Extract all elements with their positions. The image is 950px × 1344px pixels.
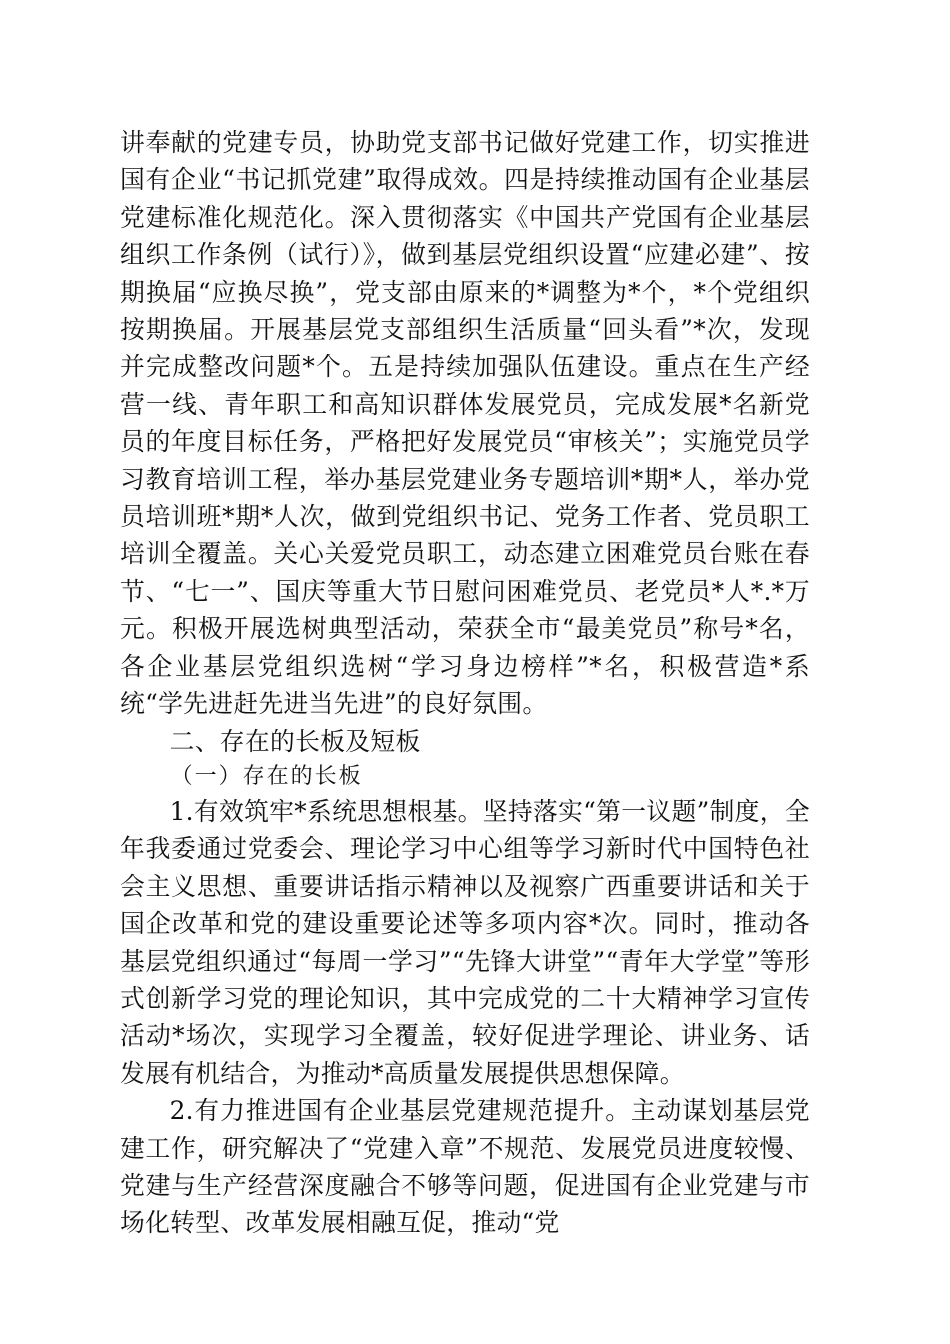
body-paragraph-item-2: 2.有力推进国有企业基层党建规范提升。主动谋划基层党建工作，研究解决了“党建入章”不规范、发展党员进度较慢、党建与生产经营深度融合不够等问题，促进国有企业党建与市场化转型、改革发展相融互促，推动“党 bbox=[120, 1096, 810, 1238]
body-paragraph-continued: 讲奉献的党建专员，协助党支部书记做好党建工作，切实推进国有企业“书记抓党建”取得成效。四是持续推动国有企业基层党建标准化规范化。深入贯彻落实《中国共产党国有企业基层组织工作条例（试行）》，做到基层党组织设置“应建必建”、按期换届“应换尽换”，党支部由原来的*调整为*个，*个党组织按期换届。开展基层党支部组织生活质量“回头看”*次，发现并完成整改问题*个。五是持续加强队伍建设。重点在生产经营一线、青年职工和高知识群体发展党员，完成发展*名新党员的年度目标任务，严格把好发展党员“审核关”；实施党员学习教育培训工程，举办基层党建业务专题培训*期*人，举办党员培训班*期*人次，做到党组织书记、党务工作者、党员职工培训全覆盖。关心关爱党员职工，动态建立困难党员台账在春节、“七一”、国庆等重大节日慰问困难党员、老党员*人*.*万元。积极开展选树典型活动，荣获全市“最美党员”称号*名，各企业基层党组织选树“学习身边榜样”*名，积极营造*系统“学先进赶先进当先进”的良好氛围。 bbox=[120, 128, 810, 719]
document-body bbox=[120, 124, 810, 1242]
section-heading: 二、存在的长板及短板 bbox=[169, 726, 421, 756]
body-paragraph-item-1: 1.有效筑牢*系统思想根基。坚持落实“第一议题”制度，全年我委通过党委会、理论学习中心组等学习新时代中国特色社会主义思想、重要讲话指示精神以及视察广西重要讲话和关于国企改革和党的建设重要论述等多项内容*次。同时，推动各基层党组织通过“每周一学习”“先锋大讲堂”“青年大学堂”等形式创新学习党的理论知识，其中完成党的二十大精神学习宣传活动*场次，实现学习全覆盖，较好促进学理论、讲业务、话发展有机结合，为推动*高质量发展提供思想保障。 bbox=[120, 796, 810, 1088]
subsection-heading: （一）存在的长板 bbox=[170, 763, 363, 789]
